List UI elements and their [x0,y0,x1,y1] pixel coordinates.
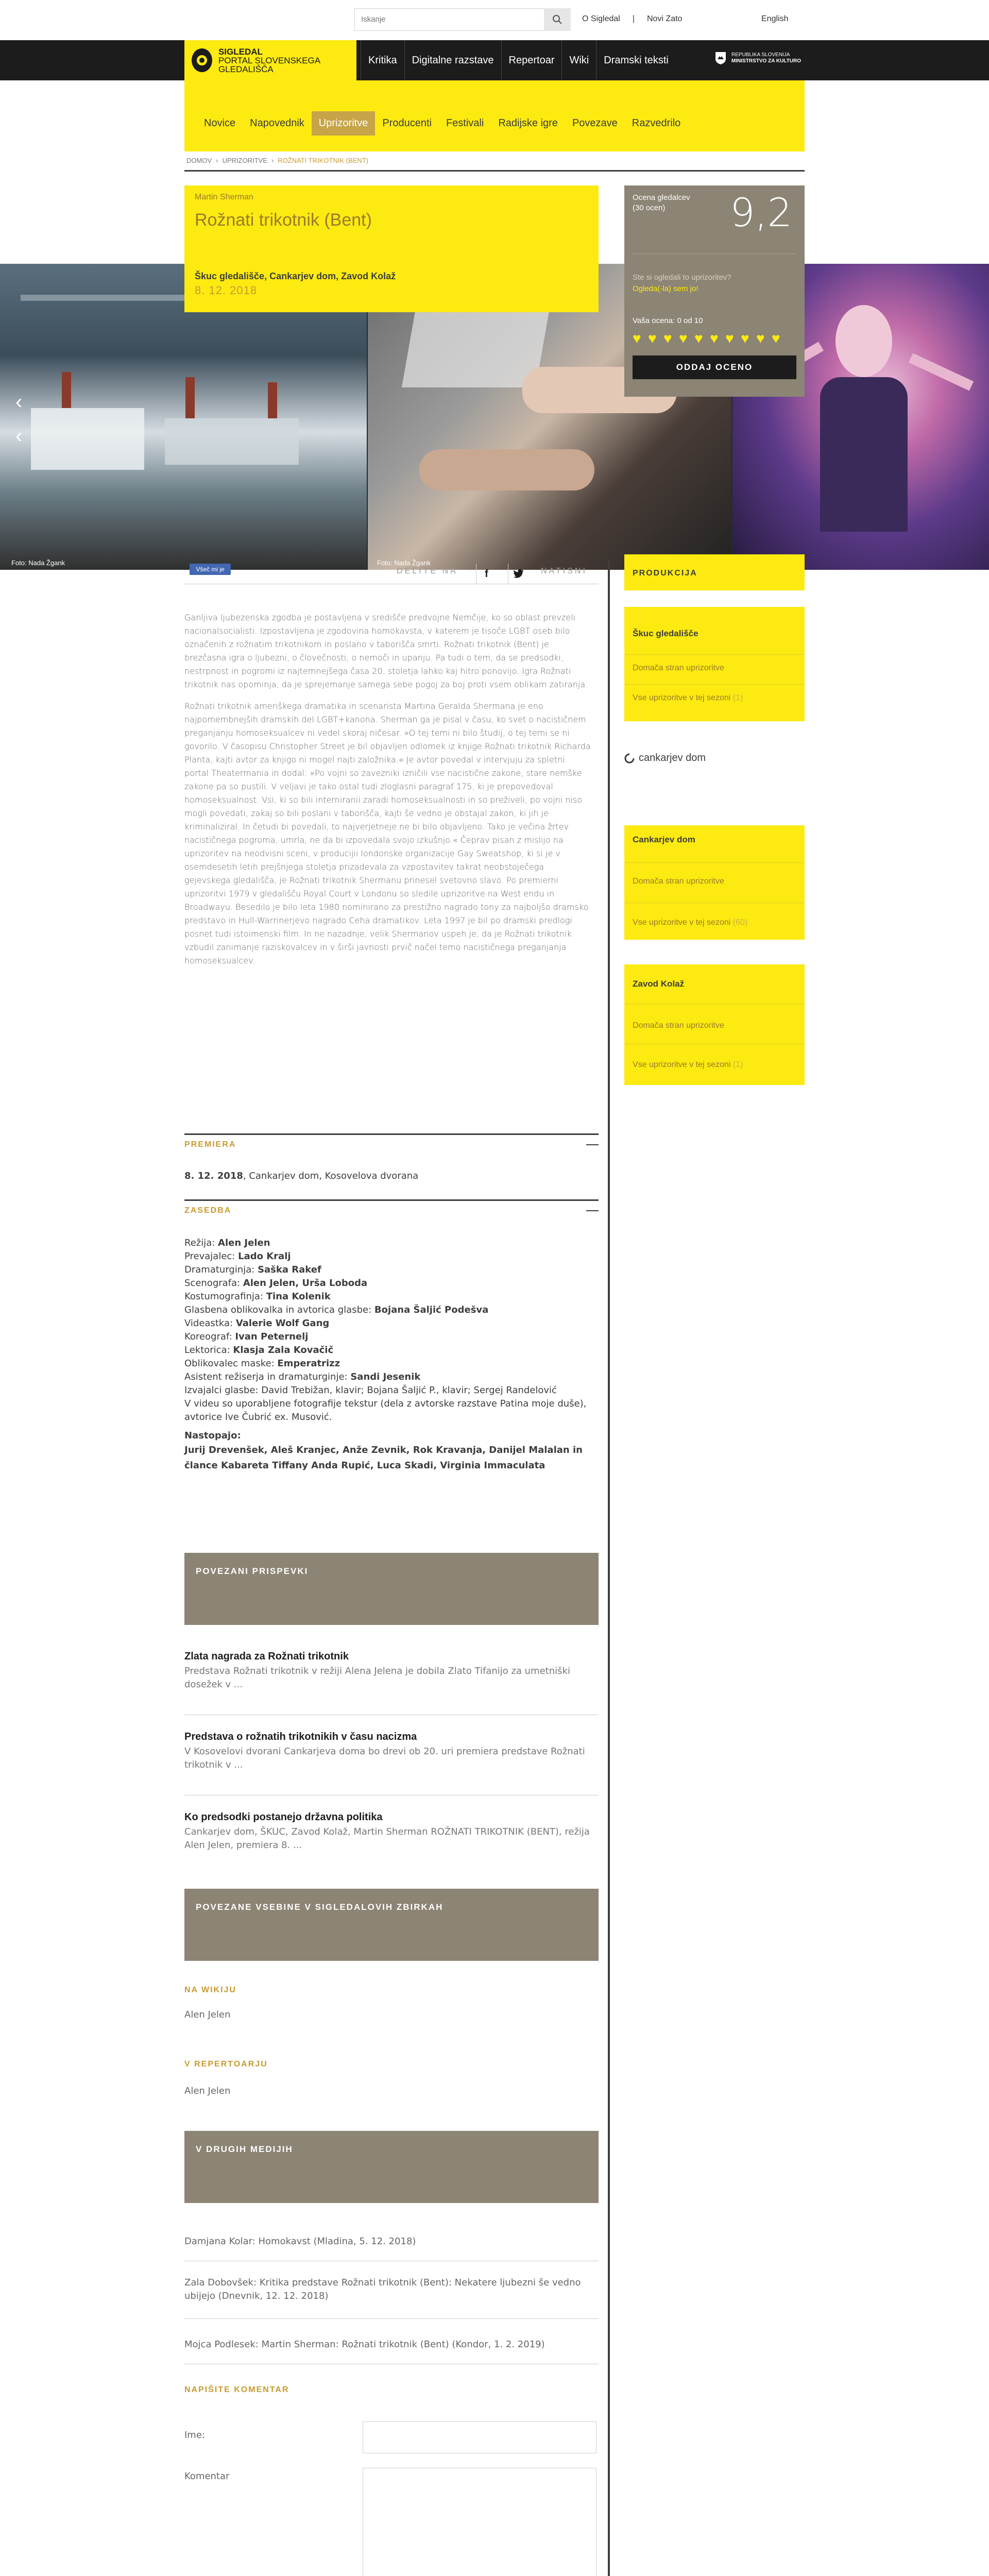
logo-title: SIGLEDAL [218,46,263,57]
sub-nav-napovednik[interactable]: Napovednik [250,117,304,129]
repertoire-heading: V REPERTOARJU [184,2060,268,2069]
related-post[interactable] [184,1811,591,1852]
related-post-excerpt: V Kosovelovi dvorani Cankarjeva doma bo drevi ob 20. uri premiera predstave Rožnati trikotnik v ... [184,1746,585,1770]
cast-line: Režija: Alen Jelen [184,1238,270,1248]
search-button[interactable] [544,8,571,31]
article-paragraph-1: Ganljiva ljubezenska zgodba je postavljena v središče predvojne Nemčije, ko so oblast prevzeli nacionalsocialisti. Izpostavljena je zgodovina homokavsta, v katerem je tisoče LGBT oseb bilo označenih z rožnatim trikotnikom in poslano v taborišča smrti. Rožnati trikotnik (Bent) je brezčasna igra o ljubezni, o človečnosti, o nemoči in upanju. Pa tudi o tem, da se predsodki, nestrpnost in pogromi iz najtemnejšega časa 20. stoletja lahko kaj hitro ponovijo. Igra Rožnati trikotnik nas opominja, da je sprejemanje samega sebe pogoj za boj proti vsem oblikam zatiranja. [184,613,588,689]
share-row [184,564,599,584]
breadcrumb-separator: › [216,157,218,164]
ministry-logo[interactable] [715,52,801,65]
language-link[interactable]: English [761,14,789,23]
article-paragraph-2: Rožnati trikotnik ameriškega dramatika in scenarista Martina Geralda Shermana je eno najpomembnejših dramskih del LGBT+kanona. Sherman ga je pisal v času, ko svet o nacističnem preganjanju homoseksualcev ni vedel skoraj ničesar. »O tej temi ni bilo študij, o tej temi se ni govorilo. V časopisu Christopher Street je bil objavljen odlomek iz knjige Rožnati trikotnik Richarda Planta, kajti avtor za knjigo ni mogel najti založnika.« Je avtor povedal v intervjuju za spletni portal Theatermania in dodal: »Po vojni so zavezniki izničili vse nacistične zakone, stare nemške zakone pa so pustili. V veljavi je tako ostal tudi zloglasni paragraf 175, ki je prepovedoval homoseksualnost. Vsi, ki so bili interniranii zaradi homoseksualnosti in so preživeli, po vojni niso mogli povedati, zakaj so bili poslani v taborišča, kajti še vedno je obstajal zakon, ki jih je kriminaliziral. In četudi bi povedali, to najverjetneje ne bi bilo objavljeno. Tako je večina žrtev nacističnega pogroma, umrla, ne da bi izpovedala svojo izkušnjo.« Čeprav pisan z mislijo na uprizoritev na neodvisni sceni, v producijii londonske organizacije Gay Sweatshop, ki si je v osemdesetih letih prejšnjega stoletja prizadevala za vzpostavitev takrat neobstoječega gejevskega gledališča, je Rožnati trikotnik Shermanu prinesel svetovno slavo. Po premierni uprizoritvi 1979 v gledališču Royal Court v Londonu so sledile uprizoritve na West endu in Broadwayu. Besedilo je bilo leta 1980 nominirano za prestižno nagrado tony za najboljšo dramsko predstavo in Hull-Warrinerjevo nagrado Ceha dramatikov. Leta 1997 je bil po dramski predlogi posnet tudi istoimenski film. In ne nazadnje, velik Shermanov uspeh je, da je Rožnati trikotnik vzbudil zanimanje raziskovalcev in v širši javnosti prvič načel temo nacističnega preganjanja homoseksualcev. [184,701,591,965]
production-heading: PRODUKCIJA [633,569,697,578]
sub-nav-uprizoritve[interactable]: Uprizoritve [312,111,376,135]
premiere-date: 8. 12. 2018 [184,1171,243,1181]
cankarjev-dom-logo-text: cankarjev dom [639,752,706,764]
producer-season-link[interactable]: Vse uprizoritve v tej sezoni (1) [633,693,743,702]
producer-name[interactable]: Cankarjev dom [633,835,695,844]
producer-box [624,825,805,940]
gallery-caption-2: Foto: Nada Žgank [377,559,431,567]
column-divider [608,561,610,2576]
producer-name[interactable]: Zavod Kolaž [633,979,685,989]
site-logo[interactable] [184,40,356,80]
heart-icon[interactable]: ♥ [694,330,703,346]
rating-label-text: Ocena gledalcev [633,193,690,202]
premiere-info [184,1170,591,1183]
cast-line: Dramaturginja: Saška Rakef [184,1264,321,1275]
facebook-like-button[interactable]: Všeč mi je [190,564,231,575]
comment-heading: NAPIŠITE KOMENTAR [184,2385,289,2394]
rating-box [624,185,805,397]
heart-icon[interactable]: ♥ [679,330,688,346]
main-nav-kritika[interactable]: Kritika [361,40,404,80]
breadcrumb-home[interactable]: DOMOV [186,157,212,164]
collapse-icon[interactable] [586,1210,599,1211]
show-date: 8. 12. 2018 [195,284,258,297]
logo-subtitle: PORTAL SLOVENSKEGA GLEDALIŠČA [218,55,320,74]
related-post-excerpt: Predstava Rožnati trikotnik v režiji Alena Jelena je dobila Zlato Tifanijo za umetniški dosežek v ... [184,1666,570,1690]
breadcrumb-separator: › [271,157,274,164]
repertoire-link[interactable]: Alen Jelen [184,2086,231,2096]
related-post-title[interactable]: Predstava o rožnatih trikotnikih v času nacizma [184,1731,417,1742]
breadcrumb-uprizoritve[interactable]: UPRIZORITVE [222,157,267,164]
seen-answer-link[interactable]: Ogleda(-la) sem jo! [633,284,698,293]
cast-heading: ZASEDBA [184,1206,232,1215]
performers-list: Jurij Drevenšek, Aleš Kranjec, Anže Zevnik, Rok Kravanja, Danijel Malalan in člance Kabareta Tiffany Anda Rupić, Luca Skadi, Virginia Immaculata [184,1445,583,1471]
rating-hearts[interactable] [633,332,785,345]
related-post-excerpt: Cankarjev dom, ŠKUC, Zavod Kolaž, Martin Sherman ROŽNATI TRIKOTNIK (BENT), režija Alen Jelen, premiera 8. ... [184,1826,590,1851]
cast-line: Glasbena oblikovalka in avtorica glasbe: Bojana Šaljić Podešva [184,1304,489,1315]
divider [624,684,805,685]
cast-musicians: Izvajalci glasbe: David Trebižan, klavir; Bojana Šaljić P., klavir; Sergej Randelović [184,1385,557,1396]
main-nav [361,40,676,80]
producer-season-link[interactable]: Vse uprizoritve v tej sezoni (60) [633,918,748,927]
wiki-link[interactable]: Alen Jelen [184,2009,231,2020]
cast-line: Kostumografinja: Tina Kolenik [184,1291,331,1302]
show-producers: Škuc gledališče, Cankarjev dom, Zavod Kolaž [195,271,396,281]
breadcrumb-current: ROŽNATI TRIKOTNIK (BENT) [278,157,368,164]
seen-question: Ste si ogledali to uprizoritev? [633,273,731,282]
article-body [184,611,591,976]
gallery-prev-arrow-icon[interactable]: ‹ [15,391,23,413]
sub-nav [197,111,688,135]
main-nav-digitalne-razstave[interactable]: Digitalne razstave [404,40,501,80]
comment-label: Komentar [184,2471,230,2482]
media-link[interactable]: Damjana Kolar: Homokavst (Mladina, 5. 12. 2018) [184,2236,416,2247]
related-posts-header [184,1553,599,1625]
cast-line: Videastka: Valerie Wolf Gang [184,1318,330,1329]
heart-icon[interactable]: ♥ [772,330,780,346]
premiere-section-header[interactable] [184,1133,599,1154]
premiere-place: , Cankarjev dom, Kosovelova dvorana [243,1171,419,1181]
divider [624,862,805,863]
search-input[interactable] [355,9,540,29]
facebook-icon[interactable]: f [476,564,497,584]
sub-nav-festivali[interactable]: Festivali [446,117,484,129]
cast-section-header[interactable] [184,1199,599,1220]
cast-line: Asistent režiserja in dramaturginje: Sandi Jesenik [184,1371,421,1382]
ministry-line1: REPUBLIKA SLOVENIJA [731,52,790,58]
premiere-heading: PREMIERA [184,1140,236,1149]
related-collections-heading: POVEZANE VSEBINE V SIGLEDALOVIH ZBIRKAH [196,1902,444,1912]
producer-home-link[interactable]: Domača stran uprizoritve [633,664,724,672]
search-icon [552,14,562,25]
media-link[interactable]: Mojca Podlesek: Martin Sherman: Rožnati trikotnik (Bent) (Kondor, 1. 2. 2019) [184,2339,545,2350]
cast-line: Koreograf: Ivan Peternelj [184,1331,309,1342]
producer-name[interactable]: Škuc gledališče [633,629,698,638]
show-info-strip [184,266,599,312]
show-title: Rožnati trikotnik (Bent) [195,210,372,230]
related-post[interactable] [184,1651,591,1691]
related-post-title[interactable]: Ko predsodki postanejo državna politika [184,1811,383,1823]
twitter-icon[interactable] [508,564,528,584]
divider [184,2318,599,2319]
print-link[interactable]: NATISNI [541,567,587,575]
name-label: Ime: [184,2430,205,2441]
heart-icon[interactable]: ♥ [725,330,734,346]
related-posts-heading: POVEZANI PRISPEVKI [196,1566,309,1576]
sub-nav-producenti[interactable]: Producenti [382,117,432,129]
producer-home-link[interactable]: Domača stran uprizoritve [633,1021,724,1030]
related-post-title[interactable]: Zlata nagrada za Rožnati trikotnik [184,1651,349,1662]
main-nav-dramski-teksti[interactable]: Dramski teksti [596,40,676,80]
cast-line: Prevajalec: Lado Kralj [184,1251,291,1262]
comment-textarea[interactable] [363,2468,596,2576]
other-media-heading: V DRUGIH MEDIJIH [196,2144,293,2154]
ministry-line2: MINISTRSTVO ZA KULTURO [731,58,801,64]
heart-icon[interactable]: ♥ [648,330,657,346]
cankarjev-dom-logo[interactable] [624,752,706,764]
coat-of-arms-icon [715,52,726,65]
cast-line: Oblikovalec maske: Emperatrizz [184,1358,340,1369]
submit-rating-button[interactable]: ODDAJ OCENO [633,355,796,379]
breadcrumb-divider [184,170,805,172]
gallery-prev-arrow-secondary-icon[interactable]: ‹ [15,425,23,447]
rating-divider [633,253,796,254]
search-box[interactable] [354,8,571,31]
top-link-separator: | [632,14,635,23]
related-collections-header [184,1889,599,1961]
heart-icon[interactable]: ♥ [741,330,749,346]
rating-value: 9,2 [730,190,792,235]
collapse-icon[interactable] [586,1144,599,1145]
related-post[interactable] [184,1731,591,1772]
cast-line: Scenografa: Alen Jelen, Urša Loboda [184,1278,368,1289]
performers-label: Nastopajo: [184,1430,241,1441]
cast-line: Lektorica: Klasja Zala Kovačič [184,1345,334,1355]
main-nav-repertoar[interactable]: Repertoar [501,40,562,80]
producer-box [624,607,805,721]
top-links [582,14,682,24]
sub-nav-povezave[interactable]: Povezave [572,117,618,129]
heart-icon[interactable]: ♥ [710,330,719,346]
cast-video-note: V videu so uporabljene fotografije tekstur (dela z avtorske razstave Patina moje duše), avtorice Ive Čubrić ex. Musović. [184,1398,587,1422]
media-link[interactable]: Zala Dobovšek: Kritika predstave Rožnati trikotnik (Bent): Nekatere ljubezni še vedno ubijejo (Dnevnik, 12. 12. 2018) [184,2277,581,2301]
breadcrumb [186,157,368,164]
divider [624,654,805,655]
producer-home-link[interactable]: Domača stran uprizoritve [633,877,724,886]
top-link-about[interactable]: O Sigledal [582,14,620,23]
gallery-caption-1: Foto: Nada Žgank [11,559,65,567]
producer-season-link[interactable]: Vse uprizoritve v tej sezoni (1) [633,1060,743,1069]
cast-list [184,1236,591,1473]
main-nav-wiki[interactable]: Wiki [561,40,596,80]
top-link-novi-zato[interactable]: Novi Zato [646,14,683,23]
production-header [624,554,805,590]
sub-nav-razvedrilo[interactable]: Razvedrilo [632,117,681,129]
sub-nav-novice[interactable]: Novice [204,117,236,129]
rating-count: (30 ocen) [633,204,666,212]
heart-icon[interactable]: ♥ [633,330,641,346]
share-label: DELITE NA [397,567,458,575]
logo-text [218,47,356,74]
heart-icon[interactable]: ♥ [756,330,765,346]
other-media-header [184,2131,599,2203]
cankarjev-dom-icon [624,753,635,764]
logo-icon [192,48,212,72]
producer-box [624,964,805,1085]
sub-nav-radijske-igre[interactable]: Radijske igre [498,117,558,129]
your-rating: Vaša ocena: 0 od 10 [633,316,703,325]
wiki-heading: NA WIKIJU [184,1986,236,1994]
name-field[interactable] [363,2421,596,2453]
show-author[interactable]: Martin Sherman [195,193,253,201]
heart-icon[interactable]: ♥ [663,330,672,346]
